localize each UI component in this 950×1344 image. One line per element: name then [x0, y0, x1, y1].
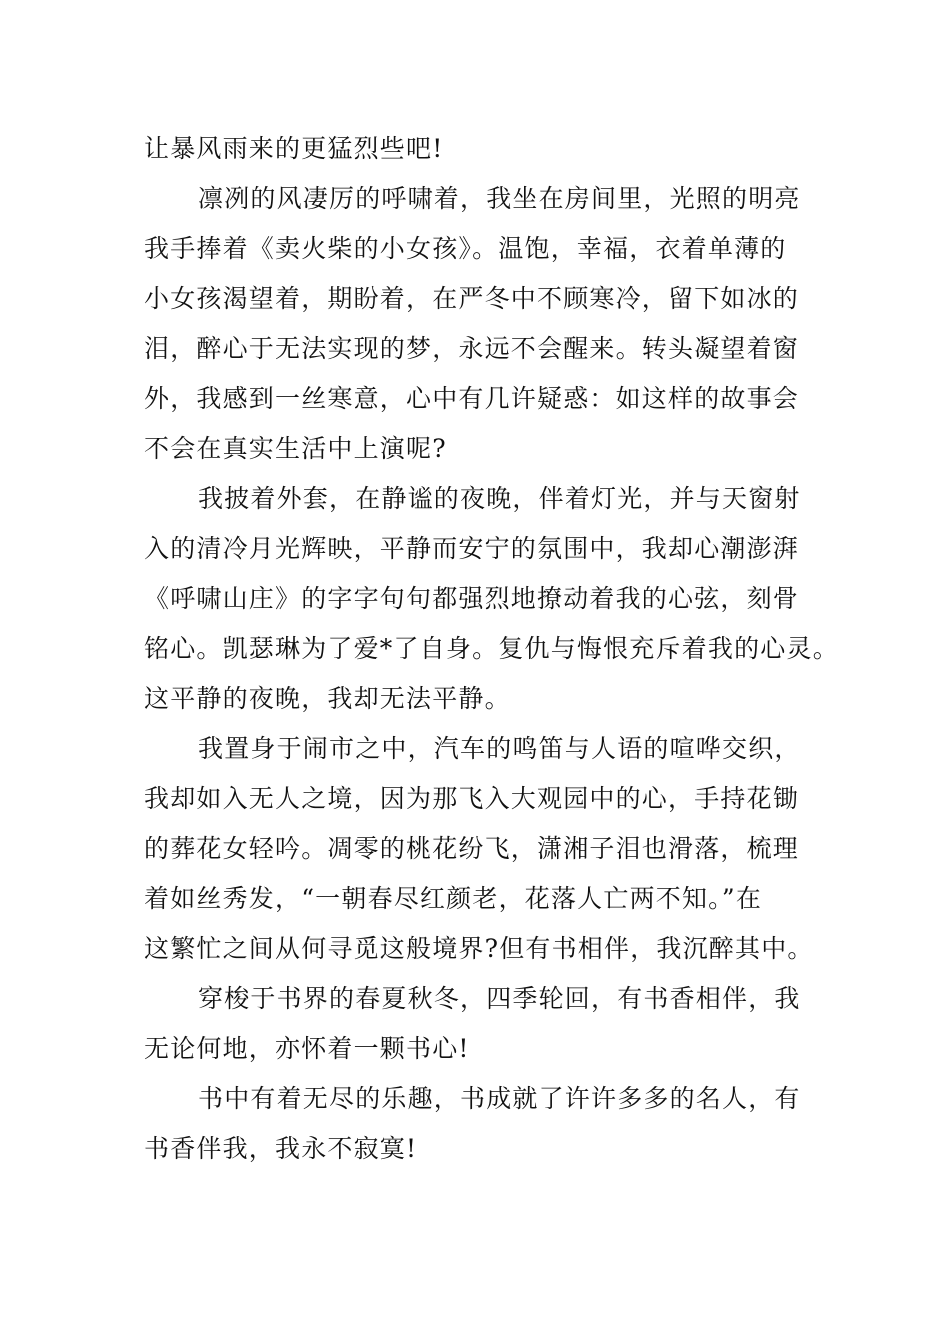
text-line: 外，我感到一丝寒意，心中有几许疑惑：如这样的故事会 — [144, 384, 800, 413]
text-line: 着如丝秀发，“一朝春尽红颜老，花落人亡两不知。”在 — [144, 884, 763, 913]
text-line: 无论何地，亦怀着一颗书心! — [144, 1034, 470, 1063]
text-line: 我披着外套，在静谧的夜晚，伴着灯光，并与天窗射 — [198, 484, 801, 513]
text-line: 我却如入无人之境，因为那飞入大观园中的心，手持花锄 — [144, 784, 800, 813]
text-line: 我手捧着《卖火柴的小女孩》。温饱，幸福，衣着单薄的 — [144, 234, 787, 263]
text-line: 铭心。凯瑟琳为了爱*了自身。复仇与悔恨充斥着我的心灵。 — [144, 634, 839, 663]
text-line: 泪，醉心于无法实现的梦，永远不会醒来。转头凝望着窗 — [144, 334, 800, 363]
text-line: 这繁忙之间从何寻觅这般境界?但有书相伴，我沉醉其中。 — [144, 934, 814, 963]
text-line: 入的清冷月光辉映，平静而安宁的氛围中，我却心潮澎湃 — [144, 534, 800, 563]
text-line: 不会在真实生活中上演呢? — [144, 434, 447, 463]
text-line: 《呼啸山庄》的字字句句都强烈地撩动着我的心弦，刻骨 — [144, 584, 800, 613]
text-line: 我置身于闹市之中，汽车的鸣笛与人语的喧哗交织， — [198, 734, 801, 763]
text-line: 小女孩渴望着，期盼着，在严冬中不顾寒冷，留下如冰的 — [144, 284, 800, 313]
text-line: 的葬花女轻吟。凋零的桃花纷飞，潇湘子泪也滑落，梳理 — [144, 834, 800, 863]
text-line: 书香伴我，我永不寂寞! — [144, 1134, 418, 1163]
text-line: 让暴风雨来的更猛烈些吧! — [144, 134, 444, 163]
text-line: 书中有着无尽的乐趣，书成就了许许多多的名人，有 — [198, 1084, 801, 1113]
text-line: 这平静的夜晚，我却无法平静。 — [144, 684, 511, 713]
text-line: 凛冽的风凄厉的呼啸着，我坐在房间里，光照的明亮 — [198, 184, 801, 213]
document-body — [144, 124, 839, 1174]
text-line: 穿梭于书界的春夏秋冬，四季轮回，有书香相伴，我 — [198, 984, 801, 1013]
